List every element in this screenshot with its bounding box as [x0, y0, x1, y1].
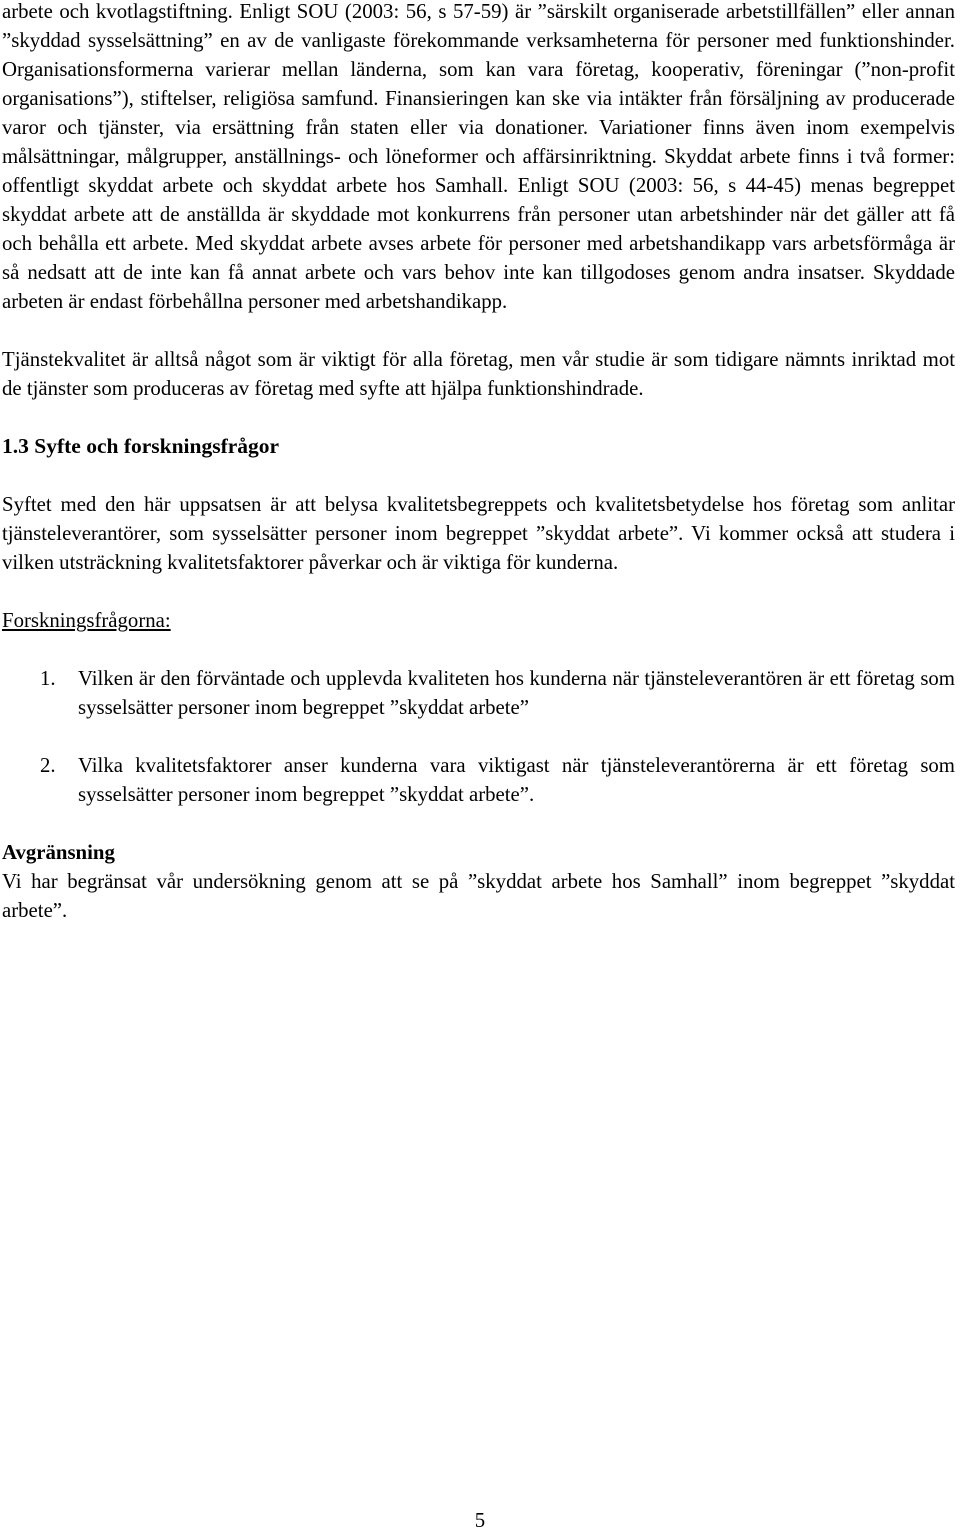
paragraph-gap	[2, 635, 955, 664]
section-heading: 1.3 Syfte och forskningsfrågor	[2, 434, 280, 458]
list-item-number: 2.	[40, 754, 56, 777]
paragraph-gap	[2, 403, 955, 432]
paragraph-gap	[2, 809, 955, 838]
list-item	[2, 751, 955, 809]
questions-list	[2, 664, 955, 809]
paragraph-gap	[2, 722, 955, 751]
delimitation-paragraph: Vi har begränsat vår undersökning genom att se på ”skyddat arbete hos Samhall” inom begreppet ”skyddat arbete”.	[2, 870, 955, 922]
delimitation-heading: Avgränsning	[2, 841, 115, 864]
intro-paragraph: arbete och kvotlagstiftning. Enligt SOU (2003: 56, s 57-59) är ”särskilt organiserade arbetstillfällen” eller annan ”skyddad sysselsättning” en av de vanligaste förekommande verksamheterna för personer med funktionshinder. Organisationsformerna varierar mellan länderna, som kan vara företag, kooperativ, föreningar (”non-profit organisations”), stiftelser, religiösa samfund. Finansieringen kan ske via intäkter från försäljning av producerade varor och tjänster, via ersättning från staten eller via donationer. Variationer finns även inom exempelvis målsättningar, målgrupper, anställnings- och löneformer och affärsinriktning. Skyddat arbete finns i två former: offentligt skyddat arbete och skyddat arbete hos Samhall. Enligt SOU (2003: 56, s 44-45) menas begreppet skyddat arbete att de anställda är skyddade mot konkurrens från personer utan arbetshinder när det gäller att få och behålla ett arbete. Med skyddat arbete avses arbete för personer med arbetshandikapp vars arbetsförmåga är så nedsatt att de inte kan få annat arbete och vars behov inte kan tillgodoses genom andra insatser. Skyddade arbeten är endast förbehållna personer med arbetshandikapp.	[2, 0, 955, 313]
document-page	[2, 0, 955, 925]
paragraph-gap	[2, 316, 955, 345]
list-item	[2, 664, 955, 722]
service-quality-paragraph: Tjänstekvalitet är alltså något som är viktigt för alla företag, men vår studie är som tidigare nämnts inriktad mot de tjänster som produceras av företag med syfte att hjälpa funktionshindrade.	[2, 348, 955, 400]
page-number: 5	[474, 1509, 486, 1532]
list-item-text: Vilken är den förväntade och upplevda kvaliteten hos kunderna när tjänsteleverantören är ett företag som sysselsätter personer inom begreppet ”skyddat arbete”	[78, 667, 955, 719]
list-item-number: 1.	[40, 667, 56, 690]
paragraph-gap	[2, 577, 955, 606]
list-item-text: Vilka kvalitetsfaktorer anser kunderna vara viktigast när tjänsteleverantörerna är ett företag som sysselsätter personer inom begreppet ”skyddat arbete”.	[78, 754, 955, 806]
paragraph-gap	[2, 461, 955, 490]
questions-heading: Forskningsfrågorna:	[2, 609, 171, 632]
purpose-paragraph: Syftet med den här uppsatsen är att belysa kvalitetsbegreppets och kvalitetsbetydelse hos företag som anlitar tjänsteleverantörer, som sysselsätter personer inom begreppet ”skyddat arbete”. Vi kommer också att studera i vilken utsträckning kvalitetsfaktorer påverkar och är viktiga för kunderna.	[2, 493, 955, 574]
